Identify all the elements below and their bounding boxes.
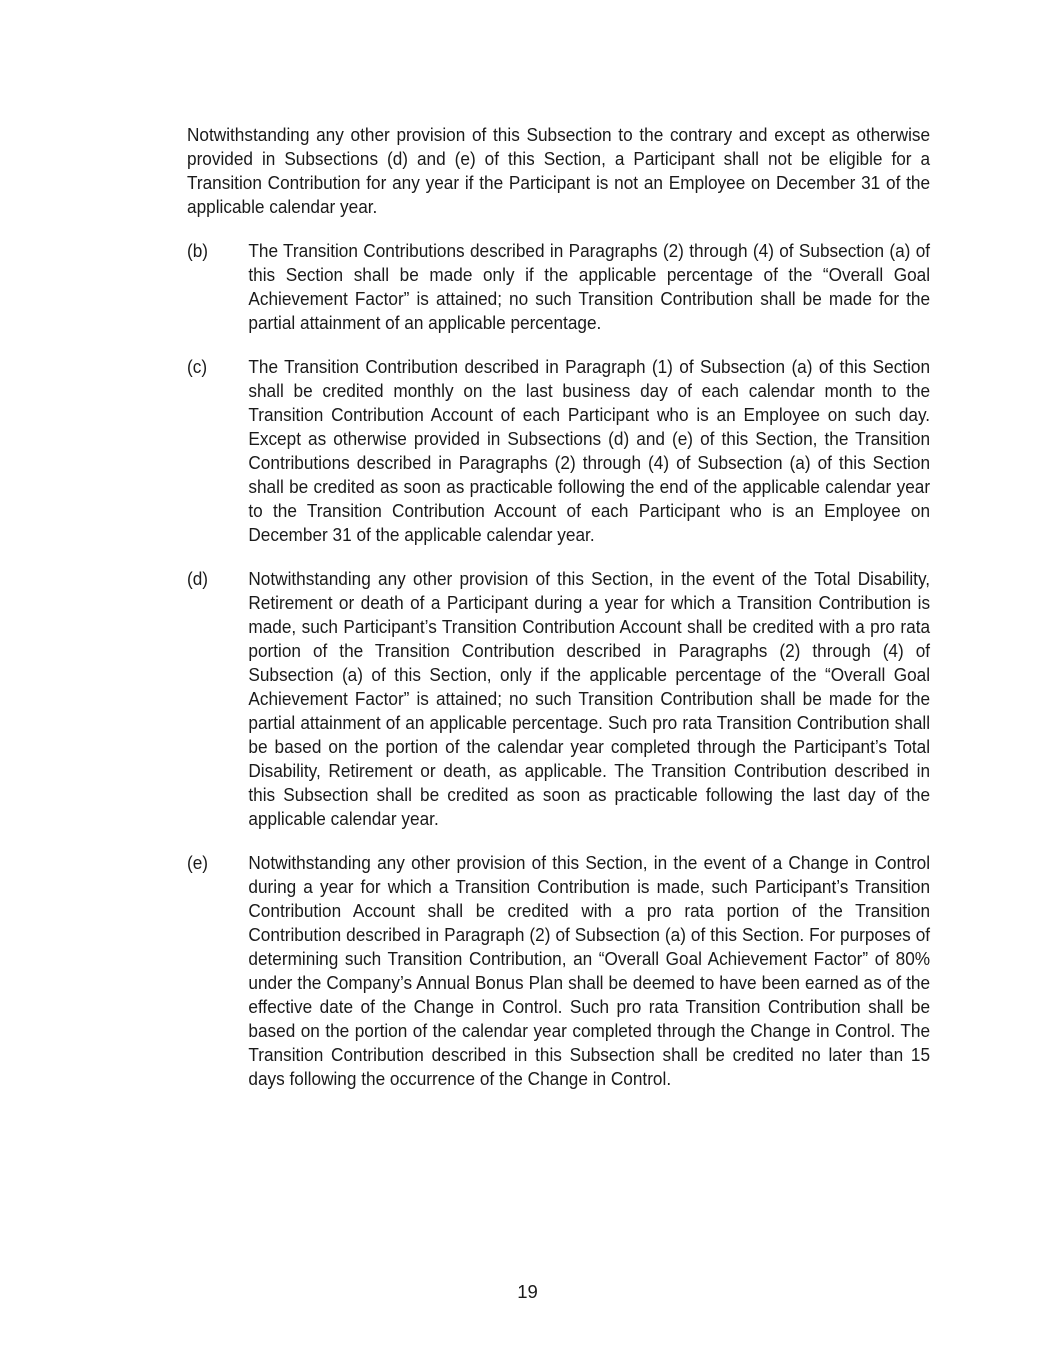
subsection-text: The Transition Contribution described in Paragraph (1) of Subsection (a) of this Section shall be credited monthly on the last business day of each calendar month to the Transition Contribution Account of each Participant who is an Employee on such day. Except as otherwise provided in Subsections (d) and (e) of this Section, the Transition Contributions described in Paragraphs (2) through (4) of Subsection (a) of this Section shall be credited as soon as practicable following the end of the applicable calendar year to the Transition Contribution Account of each Participant who is an Employee on December 31 of the applicable calendar year. [248,356,931,545]
subsection-label: (c) [187,356,208,377]
subsection-c [187,355,930,547]
page-number: 19 [517,1281,538,1302]
subsection-text: Notwithstanding any other provision of this Section, in the event of a Change in Control during a year for which a Transition Contribution is made, such Participant’s Transition Contribution Account shall be credited with a pro rata portion of the Transition Contribution described in Paragraph (2) of Subsection (a) of this Section. For purposes of determining such Transition Contribution, an “Overall Goal Achievement Factor” of 80% under the Company’s Annual Bonus Plan shall be deemed to have been earned as of the effective date of the Change in Control. Such pro rata Transition Contribution shall be based on the portion of the calendar year completed through the Change in Control. The Transition Contribution described in this Subsection shall be credited no later than 15 days following the occurrence of the Change in Control. [248,852,931,1089]
subsection-e [187,851,930,1091]
subsection-text: The Transition Contributions described in Paragraphs (2) through (4) of Subsection (a) of this Section shall be made only if the applicable percentage of the “Overall Goal Achievement Factor” is attained; no such Transition Contribution shall be made for the partial attainment of an applicable percentage. [248,240,931,333]
document-body [187,123,930,1111]
intro-paragraph: Notwithstanding any other provision of this Subsection to the contrary and except as otherwise provided in Subsections (d) and (e) of this Section, a Participant shall not be eligible for a Transition Contribution for any year if the Participant is not an Employee on December 31 of the applicable calendar year. [187,124,931,217]
subsection-label: (e) [187,852,209,873]
subsection-label: (b) [187,240,209,261]
subsection-d [187,567,930,831]
subsection-text: Notwithstanding any other provision of this Section, in the event of the Total Disability, Retirement or death of a Participant during a year for which a Transition Contribution is made, such Participant’s Transition Contribution Account shall be credited with a pro rata portion of the Transition Contribution described in Paragraphs (2) through (4) of Subsection (a) of this Section, only if the applicable percentage of the “Overall Goal Achievement Factor” is attained; no such Transition Contribution shall be made for the partial attainment of an applicable percentage. Such pro rata Transition Contribution shall be based on the portion of the calendar year completed through the Participant’s Total Disability, Retirement or death, as applicable. The Transition Contribution described in this Subsection shall be credited as soon as practicable following the last day of the applicable calendar year. [248,568,931,829]
subsection-label: (d) [187,568,209,589]
subsection-b [187,239,930,335]
